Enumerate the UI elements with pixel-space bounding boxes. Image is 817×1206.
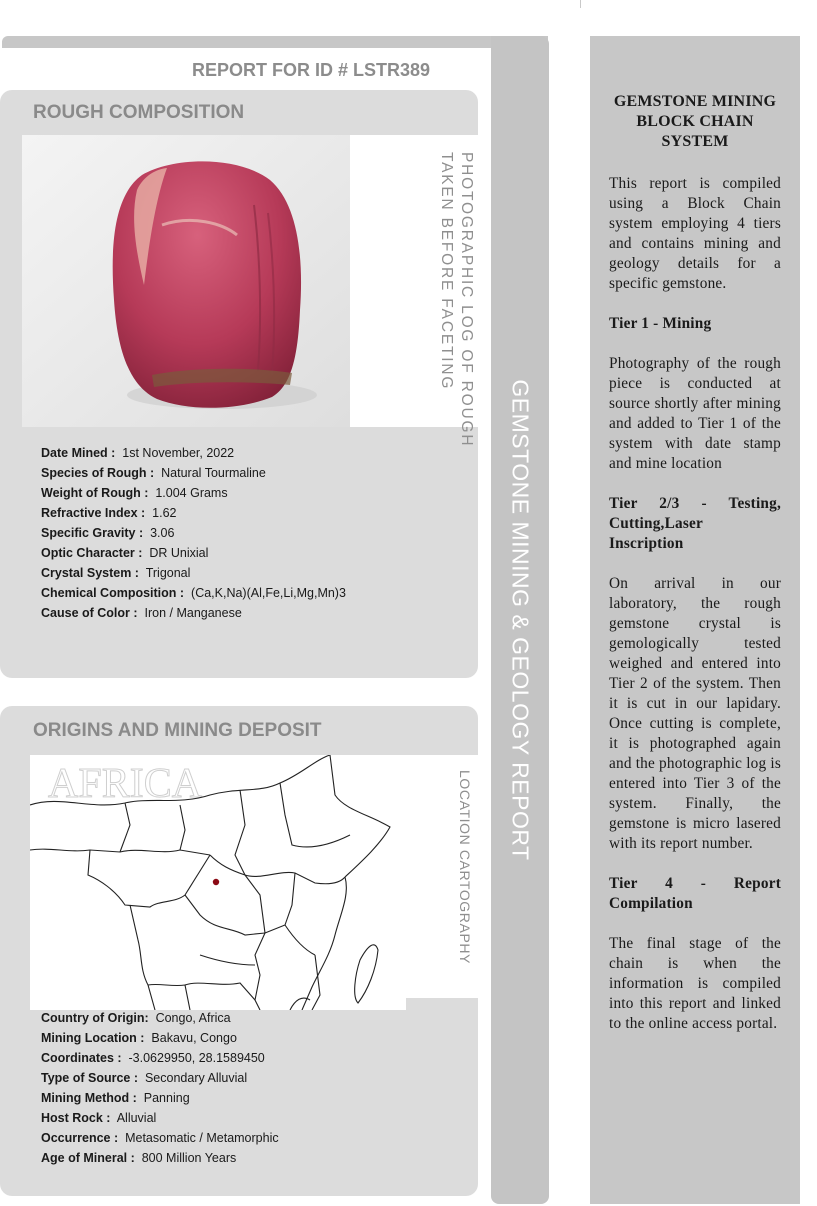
tier4-heading: Tier 4 - Report Compilation — [609, 875, 781, 912]
sidebar-intro: This report is compiled using a Block Chain system employing 4 tiers and contains mining and geology details for a specific gemstone. — [609, 175, 781, 292]
map-watermark: AFRICA — [48, 761, 203, 807]
tier23-heading: Tier 2/3 - Testing, Cutting,Laser Inscription — [609, 495, 781, 552]
property-row — [41, 443, 346, 463]
property-value: 1.62 — [152, 506, 177, 520]
property-row — [41, 463, 346, 483]
property-label: Crystal System : — [41, 566, 139, 580]
property-row — [41, 1148, 279, 1168]
sidebar-title: GEMSTONE MINING BLOCK CHAIN SYSTEM — [613, 93, 777, 150]
property-value: -3.0629950, 28.1589450 — [128, 1051, 265, 1065]
property-label: Host Rock : — [41, 1111, 111, 1125]
map-caption: LOCATION CARTOGRAPHY — [457, 770, 473, 965]
photo-caption-line1: PHOTOGRAPHIC LOG OF ROUGH — [458, 152, 475, 448]
property-label: Chemical Composition : — [41, 586, 185, 600]
property-value: Secondary Alluvial — [144, 1071, 248, 1085]
africa-map — [30, 755, 406, 1010]
top-bar — [2, 36, 548, 48]
property-value: Iron / Manganese — [144, 606, 242, 620]
origin-properties-list — [41, 1008, 279, 1168]
tier23-text: On arrival in our laboratory, the rough gemstone crystal is gemologically tested weighed and entered into Tier 2 of the system. Then it is cut in our lapidary. Once cutting is complete, it is photographed again and the photographic log is entered into Tier 3 of the system. Finally, the gemstone is micro lasered with its report number. — [609, 575, 781, 852]
property-row — [41, 1108, 279, 1128]
property-row — [41, 483, 346, 503]
property-value: Panning — [143, 1091, 190, 1105]
tier4-text: The final stage of the chain is when the information is compiled into this report and linked to the online access portal. — [609, 935, 781, 1032]
property-label: Coordinates : — [41, 1051, 122, 1065]
africa-map-image — [30, 755, 406, 1010]
property-value: DR Unixial — [149, 546, 209, 560]
rough-gem-image — [22, 135, 350, 427]
property-row — [41, 1088, 279, 1108]
sidebar-content — [609, 92, 781, 1054]
property-label: Specific Gravity : — [41, 526, 144, 540]
property-row — [41, 603, 346, 623]
property-label: Species of Rough : — [41, 466, 155, 480]
location-marker — [213, 879, 219, 885]
origins-title: ORIGINS AND MINING DEPOSIT — [33, 720, 322, 741]
top-divider-mark — [580, 0, 581, 8]
property-label: Country of Origin: — [41, 1011, 149, 1025]
report-id-heading: REPORT FOR ID # LSTR389 — [192, 60, 431, 80]
property-label: Date Mined : — [41, 446, 116, 460]
rough-gem-photo — [22, 135, 350, 427]
rough-composition-title: ROUGH COMPOSITION — [33, 102, 245, 123]
property-row — [41, 543, 346, 563]
photo-caption-line2: TAKEN BEFORE FACETING — [438, 152, 455, 391]
photo-caption — [436, 152, 476, 447]
property-label: Age of Mineral : — [41, 1151, 135, 1165]
property-value: 800 Million Years — [141, 1151, 237, 1165]
vertical-report-title: GEMSTONE MINING & GEOLOGY REPORT — [507, 379, 534, 861]
property-row — [41, 1048, 279, 1068]
property-row — [41, 1068, 279, 1088]
property-value: Alluvial — [116, 1111, 157, 1125]
property-value: Natural Tourmaline — [161, 466, 266, 480]
property-label: Refractive Index : — [41, 506, 146, 520]
property-label: Cause of Color : — [41, 606, 138, 620]
property-label: Optic Character : — [41, 546, 143, 560]
property-label: Mining Location : — [41, 1031, 145, 1045]
property-row — [41, 1028, 279, 1048]
property-value: Metasomatic / Metamorphic — [125, 1131, 279, 1145]
property-value: 3.06 — [150, 526, 175, 540]
property-value: 1st November, 2022 — [122, 446, 235, 460]
property-row — [41, 583, 346, 603]
tier1-heading: Tier 1 - Mining — [609, 315, 712, 332]
property-value: 1.004 Grams — [155, 486, 228, 500]
property-row — [41, 503, 346, 523]
property-label: Weight of Rough : — [41, 486, 149, 500]
property-value: Congo, Africa — [155, 1011, 231, 1025]
property-row — [41, 1008, 279, 1028]
property-label: Type of Source : — [41, 1071, 139, 1085]
property-row — [41, 563, 346, 583]
property-value: (Ca,K,Na)(Al,Fe,Li,Mg,Mn)3 — [191, 586, 346, 600]
property-value: Bakavu, Congo — [151, 1031, 237, 1045]
property-row — [41, 1128, 279, 1148]
property-label: Occurrence : — [41, 1131, 119, 1145]
property-value: Trigonal — [145, 566, 191, 580]
tier1-text: Photography of the rough piece is conducted at source shortly after mining and added to Tier 1 of the system with date stamp and mine location — [609, 355, 781, 472]
rough-properties-list — [41, 443, 346, 623]
property-row — [41, 523, 346, 543]
property-label: Mining Method : — [41, 1091, 137, 1105]
